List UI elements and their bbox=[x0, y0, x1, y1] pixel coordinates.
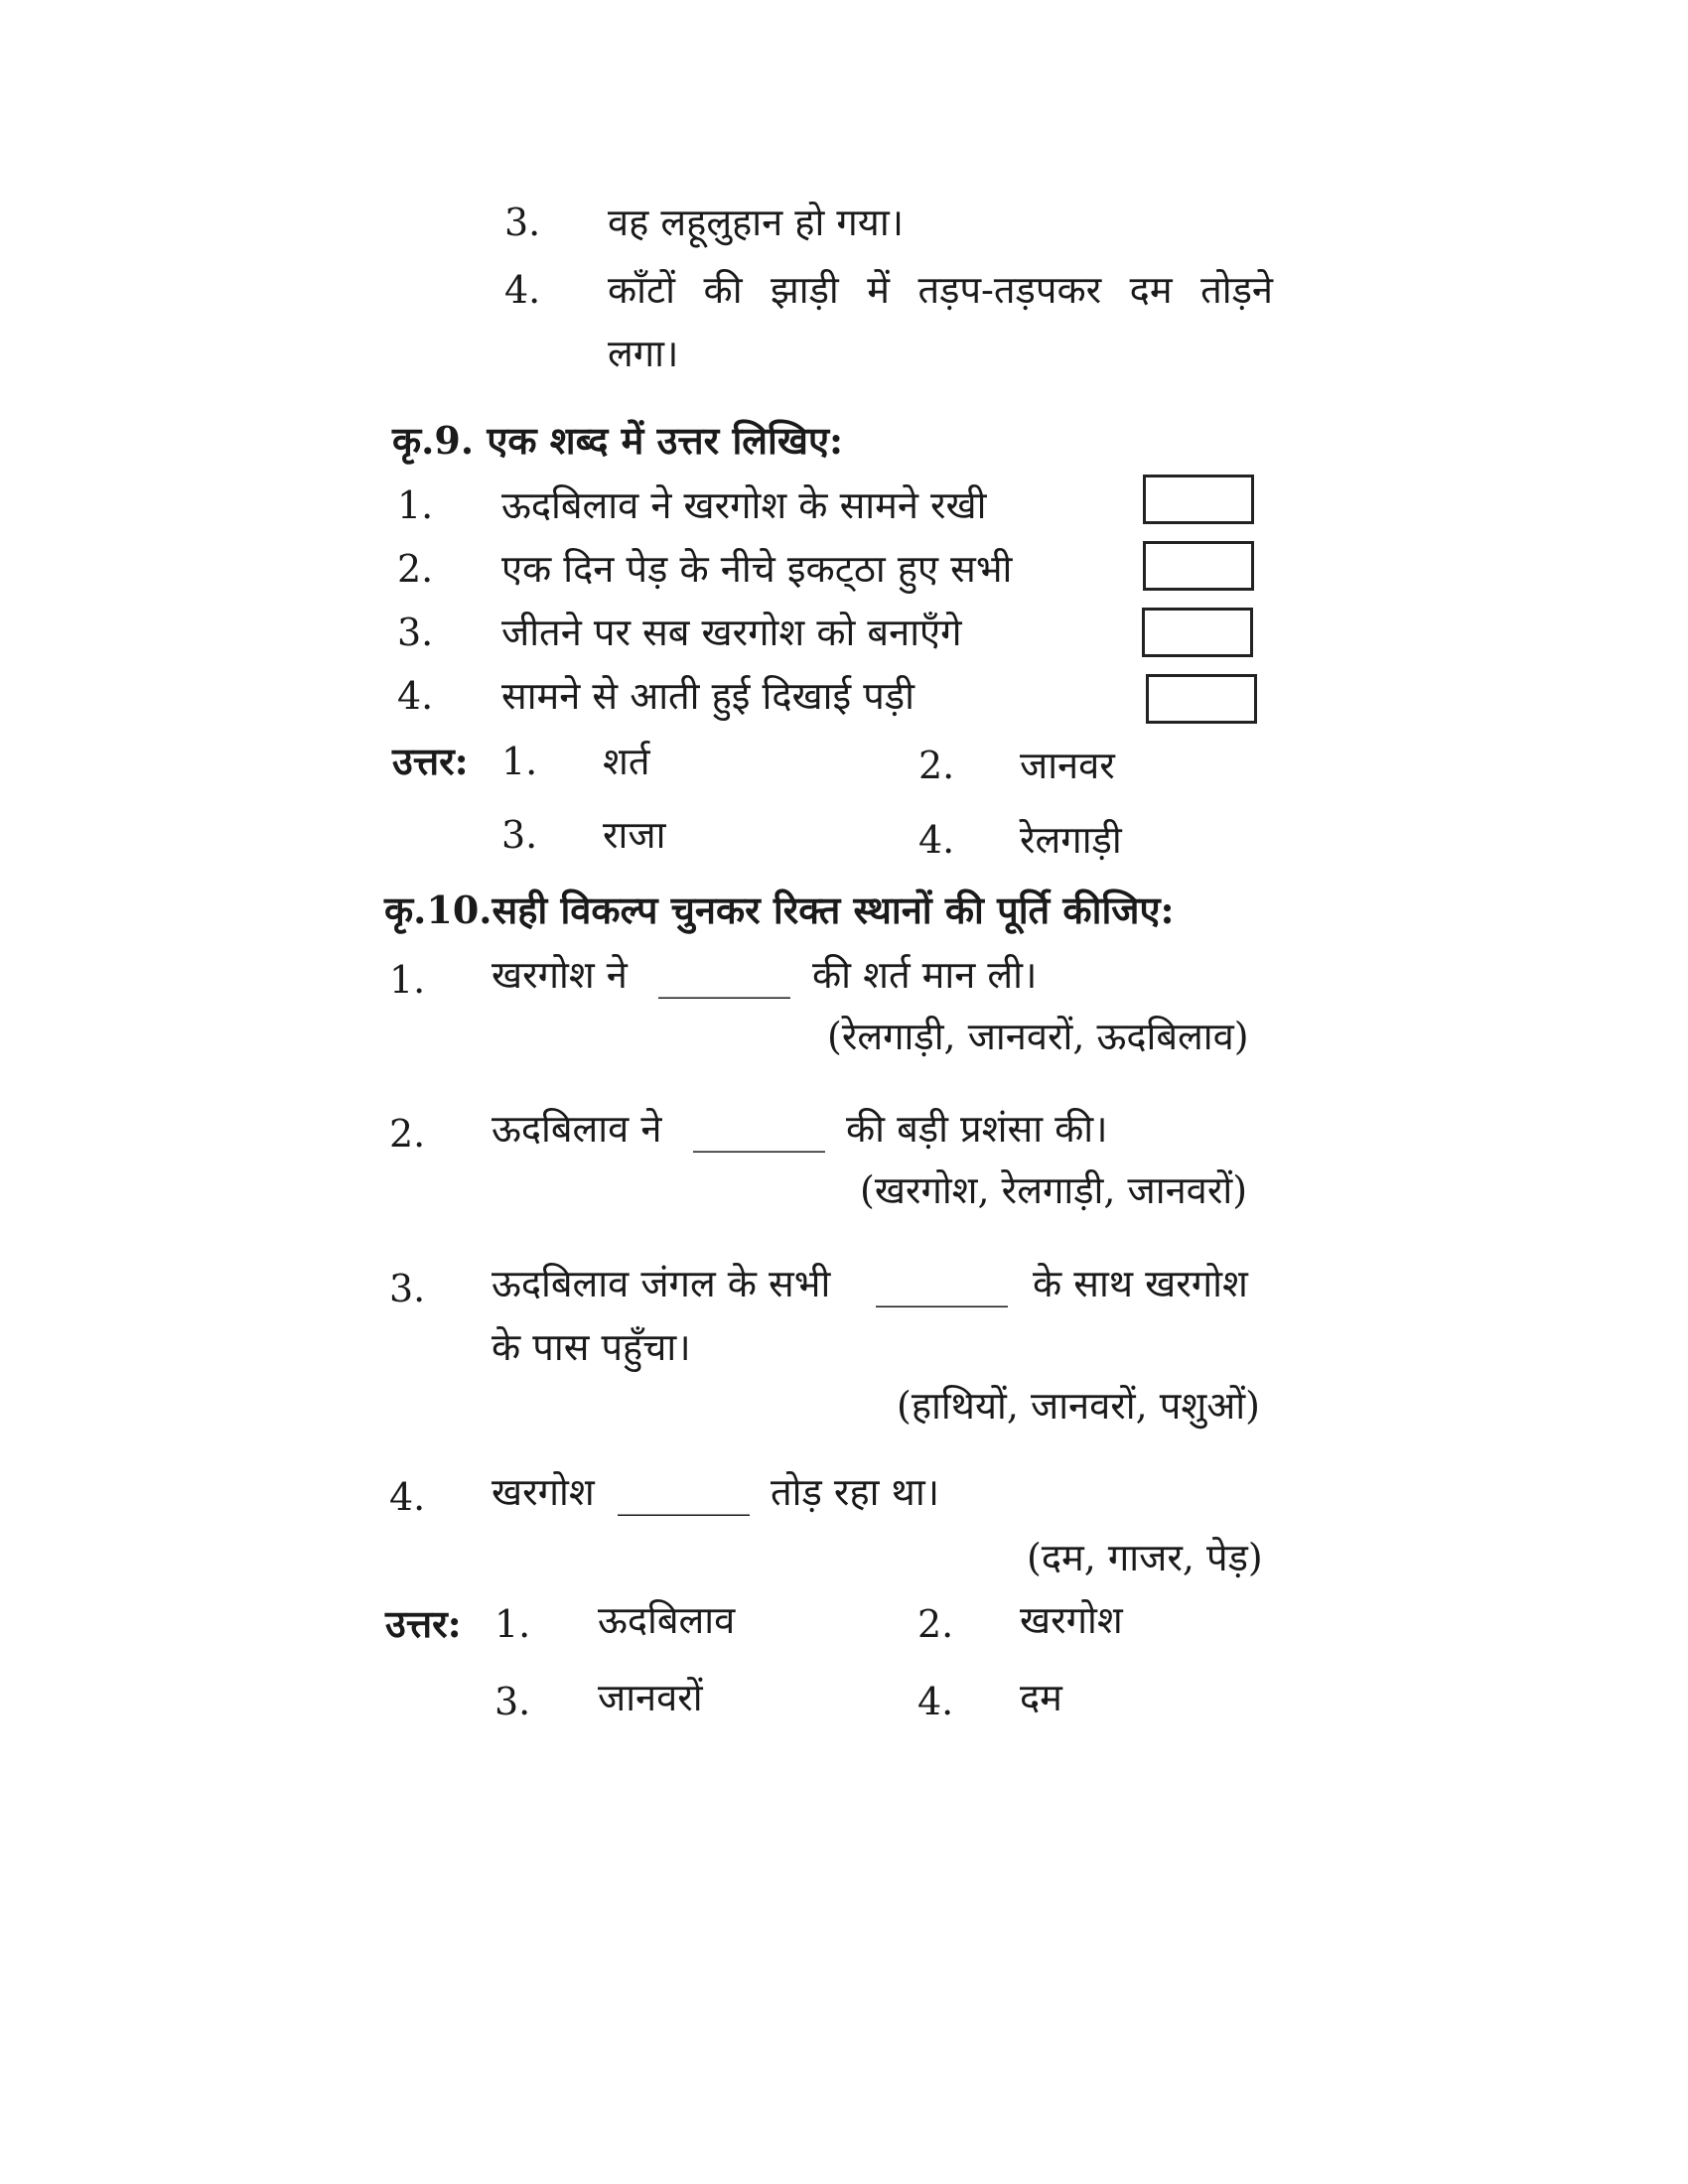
q10-blank[interactable]: _______ bbox=[658, 955, 790, 999]
q10-answer-number: 4. bbox=[917, 1680, 954, 1723]
q10-item-number: 3. bbox=[389, 1267, 426, 1310]
q9-answer-number: 4. bbox=[918, 818, 955, 862]
q10-item-text-before: खरगोश ने bbox=[492, 953, 628, 997]
q9-item-number: 3. bbox=[397, 611, 434, 654]
q10-answer-text: दम bbox=[1020, 1676, 1062, 1719]
q9-answer-text: राजा bbox=[603, 813, 666, 857]
q10-answer-text: खरगोश bbox=[1020, 1598, 1123, 1642]
q9-item-text: एक दिन पेड़ के नीचे इकट्‌ठा हुए सभी bbox=[501, 547, 1013, 591]
q9-answer-text: शर्त bbox=[603, 740, 650, 783]
q9-answer-box[interactable] bbox=[1143, 541, 1254, 591]
q10-item-text-after: की बड़ी प्रशंसा की। bbox=[846, 1107, 1108, 1151]
q9-item-number: 4. bbox=[397, 674, 434, 718]
q10-options: (दम, गाजर, पेड़) bbox=[1027, 1536, 1263, 1579]
q10-item-text-before: ऊदबिलाव ने bbox=[492, 1107, 662, 1151]
q9-item-text: जीतने पर सब खरगोश को बनाएँगे bbox=[501, 611, 962, 654]
q9-item-number: 1. bbox=[397, 483, 434, 527]
top-item-text: वह लहूलुहान हो गया। bbox=[608, 201, 905, 244]
top-item-text-continued: लगा। bbox=[608, 332, 679, 375]
q10-blank[interactable]: _______ bbox=[876, 1264, 1008, 1307]
q10-answer-text: ऊदबिलाव bbox=[598, 1598, 736, 1642]
q9-answer-number: 2. bbox=[918, 744, 955, 787]
q10-item-text-after: के साथ खरगोश bbox=[1033, 1262, 1248, 1305]
q10-answer-number: 2. bbox=[917, 1602, 954, 1646]
q10-answer-label: उत्तर: bbox=[385, 1601, 462, 1646]
q10-options: (हाथियों, जानवरों, पशुओं) bbox=[897, 1384, 1260, 1428]
q10-item-text-after: की शर्त मान ली। bbox=[812, 953, 1038, 997]
q10-options: (रेलगाड़ी, जानवरों, ऊदबिलाव) bbox=[827, 1015, 1249, 1058]
question-10-heading: कृ.10.सही विकल्प चुनकर रिक्त स्थानों की पूर्ति कीजिए: bbox=[384, 887, 1175, 932]
q10-item-text-after: तोड़ रहा था। bbox=[771, 1470, 940, 1514]
q10-options: (खरगोश, रेलगाड़ी, जानवरों) bbox=[860, 1168, 1248, 1212]
q10-item-number: 2. bbox=[389, 1112, 426, 1156]
q10-answer-text: जानवरों bbox=[598, 1676, 703, 1719]
q9-answer-box[interactable] bbox=[1142, 608, 1253, 657]
q9-answer-box[interactable] bbox=[1143, 475, 1254, 524]
q9-answer-text: रेलगाड़ी bbox=[1020, 818, 1122, 862]
q10-item-text-continued: के पास पहुँचा। bbox=[492, 1325, 691, 1369]
q9-item-text: ऊदबिलाव ने खरगोश के सामने रखी bbox=[501, 483, 987, 527]
top-item-number: 4. bbox=[504, 268, 541, 312]
question-9-heading: कृ.9. एक शब्द में उत्तर लिखिए: bbox=[392, 418, 844, 463]
q9-answer-text: जानवर bbox=[1020, 744, 1115, 787]
q10-blank[interactable]: _______ bbox=[618, 1472, 750, 1516]
q9-item-number: 2. bbox=[397, 547, 434, 591]
q10-item-text-before: ऊदबिलाव जंगल के सभी bbox=[492, 1262, 831, 1305]
q9-item-text: सामने से आती हुई दिखाई पड़ी bbox=[501, 674, 914, 718]
q10-blank[interactable]: _______ bbox=[693, 1109, 825, 1153]
top-item-text: काँटों की झाड़ी में तड़प-तड़पकर दम तोड़ने bbox=[608, 268, 1273, 312]
q9-answer-box[interactable] bbox=[1146, 674, 1257, 724]
q9-answer-number: 3. bbox=[501, 813, 538, 857]
q9-answer-number: 1. bbox=[501, 740, 538, 783]
q9-answer-label: उत्तर: bbox=[392, 739, 469, 783]
q10-answer-number: 1. bbox=[494, 1602, 531, 1646]
q10-item-number: 1. bbox=[389, 958, 426, 1002]
top-item-number: 3. bbox=[504, 201, 541, 244]
q10-answer-number: 3. bbox=[494, 1680, 531, 1723]
q10-item-number: 4. bbox=[389, 1475, 426, 1519]
q10-item-text-before: खरगोश bbox=[492, 1470, 595, 1514]
